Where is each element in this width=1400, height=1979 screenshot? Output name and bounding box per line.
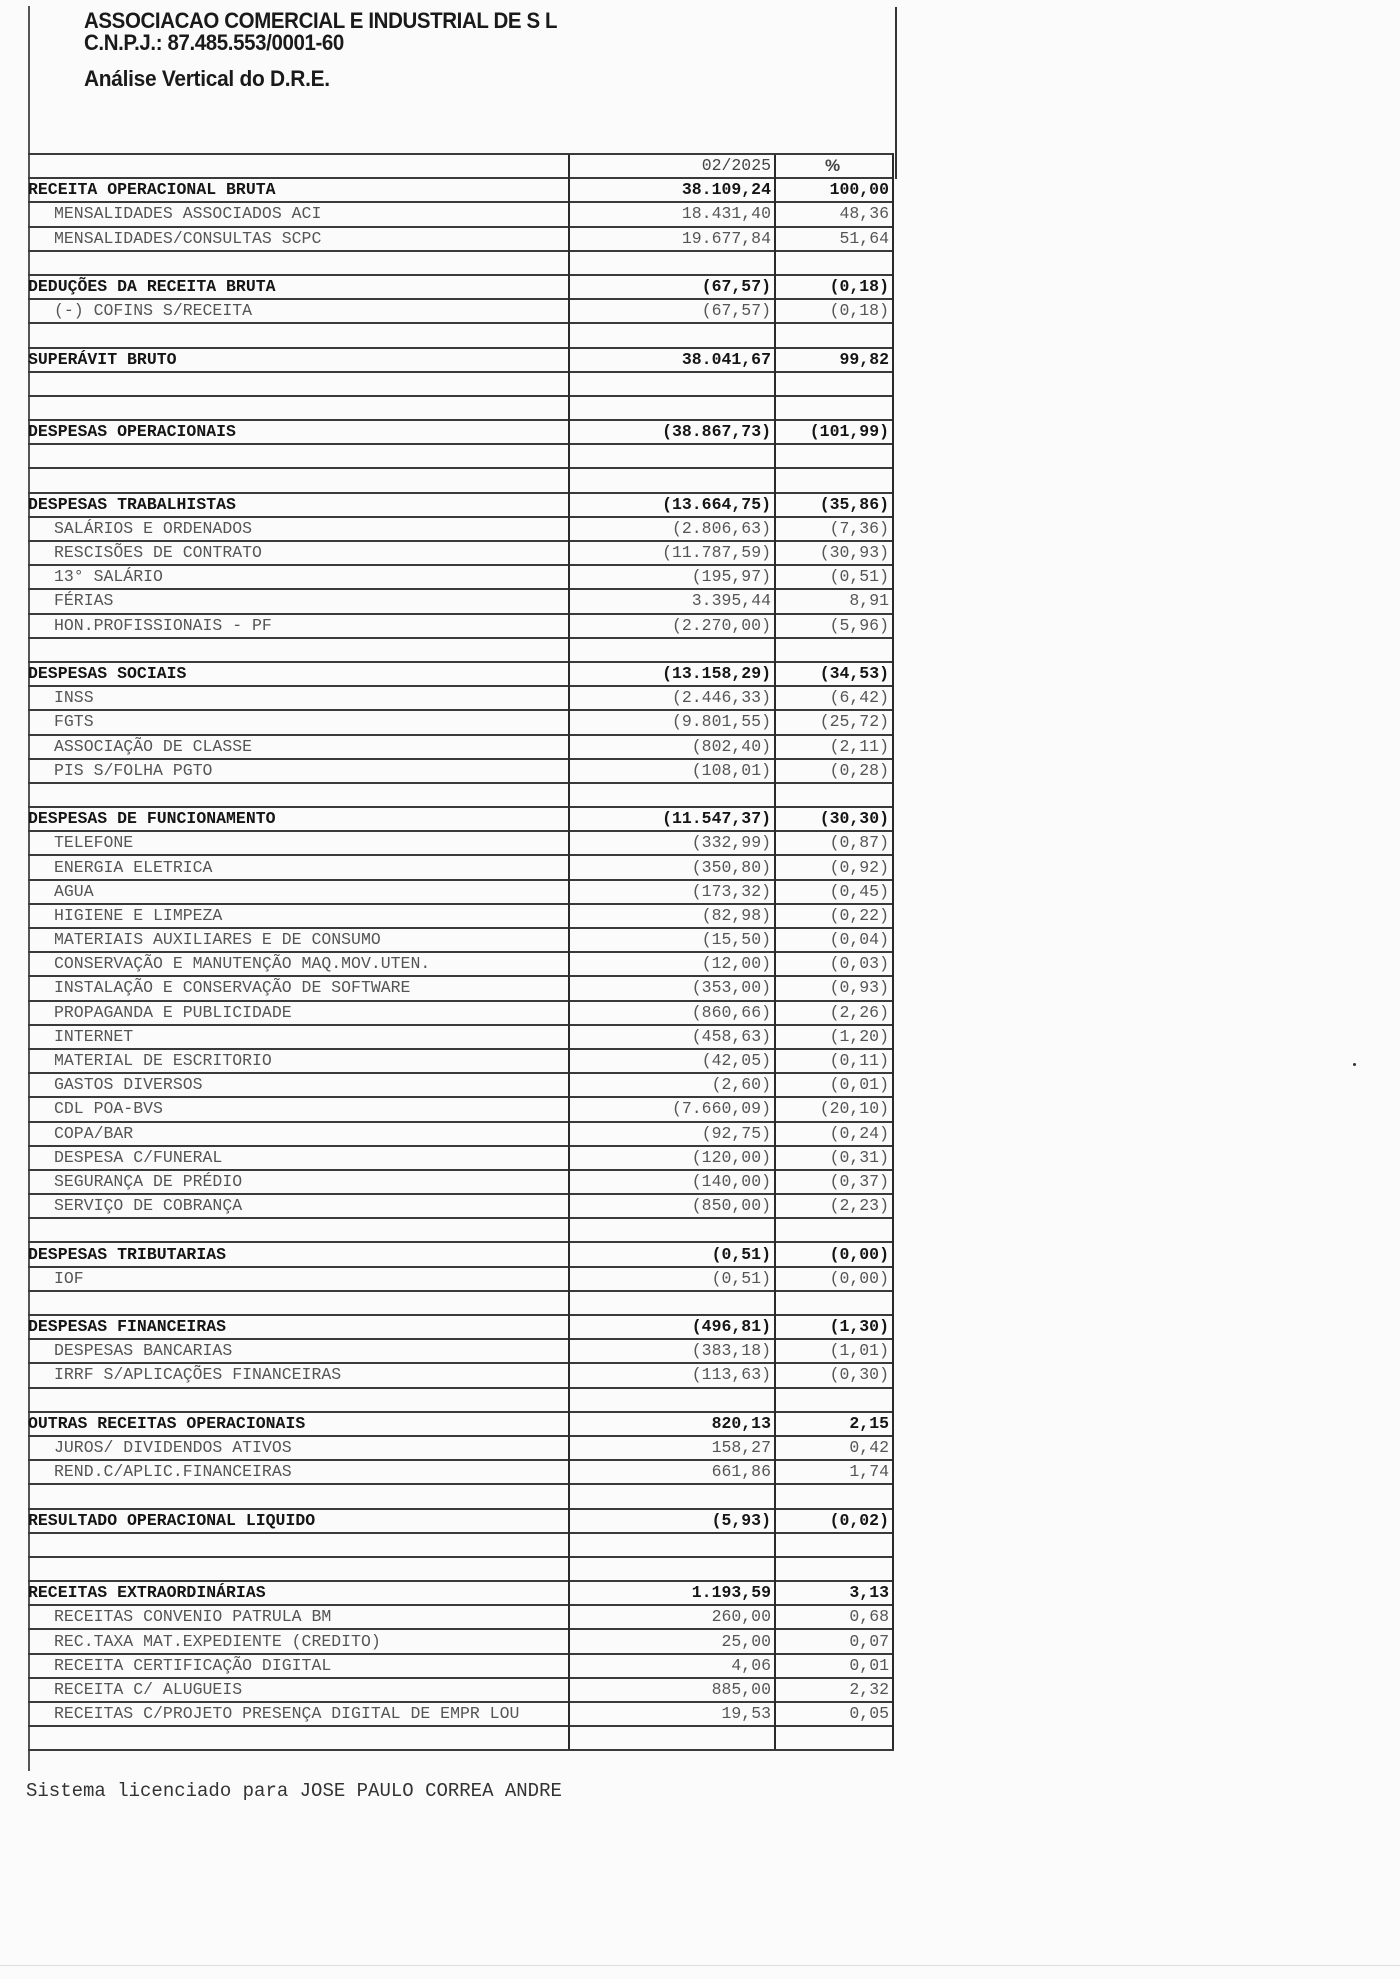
row-value: 3.395,44 [569, 589, 775, 613]
scan-edge-line [0, 1965, 1400, 1966]
table-row [28, 952, 893, 976]
row-label: SALÁRIOS E ORDENADOS [28, 517, 569, 541]
row-percent: (0,24) [775, 1122, 893, 1146]
row-percent: (30,30) [775, 807, 893, 831]
document-header [84, 10, 593, 90]
table-row [28, 1339, 893, 1363]
row-percent [775, 468, 893, 492]
company-cnpj: C.N.P.J.: 87.485.553/0001-60 [84, 30, 344, 55]
row-label [28, 372, 569, 396]
table-row [28, 1001, 893, 1025]
row-label: TELEFONE [28, 831, 569, 855]
row-label: 13° SALÁRIO [28, 565, 569, 589]
row-label: PIS S/FOLHA PGTO [28, 759, 569, 783]
table-row [28, 202, 893, 226]
row-label: DESPESAS OPERACIONAIS [28, 420, 569, 444]
report-title: Análise Vertical do D.R.E. [84, 66, 330, 91]
row-percent: (0,04) [775, 928, 893, 952]
row-percent: 51,64 [775, 227, 893, 251]
row-percent: (0,45) [775, 880, 893, 904]
row-value: (120,00) [569, 1146, 775, 1170]
table-row [28, 1097, 893, 1121]
table-blank-row [28, 1291, 893, 1315]
row-percent: (7,36) [775, 517, 893, 541]
row-label: AGUA [28, 880, 569, 904]
column-header-period: 02/2025 [569, 154, 775, 178]
row-label: CONSERVAÇÃO E MANUTENÇÃO MAQ.MOV.UTEN. [28, 952, 569, 976]
row-percent: (0,28) [775, 759, 893, 783]
row-percent: 100,00 [775, 178, 893, 202]
table-row [28, 831, 893, 855]
company-name: ASSOCIACAO COMERCIAL E INDUSTRIAL DE S L [84, 8, 558, 33]
table-blank-row [28, 323, 893, 347]
row-label: DESPESAS TRIBUTARIAS [28, 1242, 569, 1266]
row-percent [775, 1218, 893, 1242]
row-value: (13.664,75) [569, 493, 775, 517]
row-value: (12,00) [569, 952, 775, 976]
row-percent: (0,31) [775, 1146, 893, 1170]
table-group-row [28, 493, 893, 517]
table-blank-row [28, 468, 893, 492]
row-value: 18.431,40 [569, 202, 775, 226]
row-percent: (0,30) [775, 1363, 893, 1387]
row-value: (2.806,63) [569, 517, 775, 541]
table-row [28, 1702, 893, 1726]
table-row [28, 735, 893, 759]
row-label [28, 638, 569, 662]
row-label: SEGURANÇA DE PRÉDIO [28, 1170, 569, 1194]
row-label: (-) COFINS S/RECEITA [28, 299, 569, 323]
table-row [28, 1678, 893, 1702]
row-value: (850,00) [569, 1194, 775, 1218]
row-label: REC.TAXA MAT.EXPEDIENTE (CREDITO) [28, 1629, 569, 1653]
row-label: RECEITAS CONVENIO PATRULA BM [28, 1605, 569, 1629]
row-percent: (0,03) [775, 952, 893, 976]
row-value: (195,97) [569, 565, 775, 589]
row-label: DESPESAS BANCARIAS [28, 1339, 569, 1363]
row-percent [775, 1533, 893, 1557]
row-percent: (0,87) [775, 831, 893, 855]
row-percent [775, 444, 893, 468]
row-percent [775, 1484, 893, 1508]
table-row [28, 710, 893, 734]
row-label [28, 1388, 569, 1412]
row-percent: (2,26) [775, 1001, 893, 1025]
row-value: 820,13 [569, 1412, 775, 1436]
row-value: (108,01) [569, 759, 775, 783]
row-value [569, 1726, 775, 1750]
row-percent [775, 396, 893, 420]
row-value [569, 1484, 775, 1508]
table-blank-row [28, 1533, 893, 1557]
row-percent [775, 1291, 893, 1315]
row-percent: 48,36 [775, 202, 893, 226]
row-label: DESPESAS SOCIAIS [28, 662, 569, 686]
row-percent: (35,86) [775, 493, 893, 517]
table-row [28, 1605, 893, 1629]
scan-speck [1353, 1063, 1356, 1066]
row-value: (332,99) [569, 831, 775, 855]
table-blank-row [28, 783, 893, 807]
table-row [28, 1460, 893, 1484]
table-group-row [28, 348, 893, 372]
table-blank-row [28, 372, 893, 396]
row-label: RECEITA CERTIFICAÇÃO DIGITAL [28, 1654, 569, 1678]
row-label: SERVIÇO DE COBRANÇA [28, 1194, 569, 1218]
row-percent: (1,20) [775, 1025, 893, 1049]
table-blank-row [28, 1726, 893, 1750]
table-blank-row [28, 638, 893, 662]
table-row [28, 589, 893, 613]
row-label: REND.C/APLIC.FINANCEIRAS [28, 1460, 569, 1484]
row-percent [775, 251, 893, 275]
row-percent: (2,23) [775, 1194, 893, 1218]
row-label [28, 1557, 569, 1581]
row-label [28, 1533, 569, 1557]
table-row [28, 928, 893, 952]
row-value: 885,00 [569, 1678, 775, 1702]
row-percent: 3,13 [775, 1581, 893, 1605]
row-label: RECEITA OPERACIONAL BRUTA [28, 178, 569, 202]
row-label [28, 1726, 569, 1750]
table-row [28, 1122, 893, 1146]
row-label: FÉRIAS [28, 589, 569, 613]
table-row [28, 227, 893, 251]
row-percent: 2,15 [775, 1412, 893, 1436]
row-label: OUTRAS RECEITAS OPERACIONAIS [28, 1412, 569, 1436]
row-value: (38.867,73) [569, 420, 775, 444]
row-percent: (0,00) [775, 1242, 893, 1266]
row-label: DEDUÇÕES DA RECEITA BRUTA [28, 275, 569, 299]
row-value: 4,06 [569, 1654, 775, 1678]
row-label [28, 444, 569, 468]
row-value: (0,51) [569, 1242, 775, 1266]
row-label: DESPESAS FINANCEIRAS [28, 1315, 569, 1339]
row-value [569, 1291, 775, 1315]
table-row [28, 541, 893, 565]
table-group-row [28, 1509, 893, 1533]
table-row [28, 1170, 893, 1194]
row-percent: 99,82 [775, 348, 893, 372]
row-value: (11.787,59) [569, 541, 775, 565]
row-percent: 2,32 [775, 1678, 893, 1702]
row-label [28, 251, 569, 275]
row-value: 38.041,67 [569, 348, 775, 372]
row-label: MENSALIDADES ASSOCIADOS ACI [28, 202, 569, 226]
row-label: CDL POA-BVS [28, 1097, 569, 1121]
row-label: MENSALIDADES/CONSULTAS SCPC [28, 227, 569, 251]
table-blank-row [28, 444, 893, 468]
row-value: (140,00) [569, 1170, 775, 1194]
table-blank-row [28, 251, 893, 275]
row-value [569, 1388, 775, 1412]
row-value [569, 468, 775, 492]
row-percent: (0,00) [775, 1267, 893, 1291]
row-percent: (30,93) [775, 541, 893, 565]
row-percent [775, 1557, 893, 1581]
row-label: RECEITAS C/PROJETO PRESENÇA DIGITAL DE EMPR LOU [28, 1702, 569, 1726]
row-percent: (34,53) [775, 662, 893, 686]
table-blank-row [28, 1218, 893, 1242]
table-blank-row [28, 1557, 893, 1581]
row-value [569, 396, 775, 420]
table-row [28, 565, 893, 589]
table-row [28, 1025, 893, 1049]
row-label: HON.PROFISSIONAIS - PF [28, 614, 569, 638]
table-row [28, 1073, 893, 1097]
row-percent: (20,10) [775, 1097, 893, 1121]
table-group-row [28, 1412, 893, 1436]
row-value [569, 783, 775, 807]
row-value [569, 1533, 775, 1557]
table-blank-row [28, 396, 893, 420]
row-value [569, 323, 775, 347]
row-label [28, 323, 569, 347]
table-row [28, 517, 893, 541]
table-group-row [28, 420, 893, 444]
row-label: DESPESAS TRABALHISTAS [28, 493, 569, 517]
table-row [28, 1436, 893, 1460]
table-group-row [28, 1581, 893, 1605]
table-row [28, 1146, 893, 1170]
row-label [28, 1484, 569, 1508]
row-percent: 1,74 [775, 1460, 893, 1484]
row-value: (11.547,37) [569, 807, 775, 831]
row-value [569, 444, 775, 468]
row-label: ASSOCIAÇÃO DE CLASSE [28, 735, 569, 759]
row-value: (82,98) [569, 904, 775, 928]
row-percent: (0,93) [775, 976, 893, 1000]
row-label: MATERIAL DE ESCRITORIO [28, 1049, 569, 1073]
row-value: (350,80) [569, 855, 775, 879]
row-value: (5,93) [569, 1509, 775, 1533]
row-label: MATERIAIS AUXILIARES E DE CONSUMO [28, 928, 569, 952]
table-blank-row [28, 1484, 893, 1508]
row-label: INSS [28, 686, 569, 710]
row-percent: 0,05 [775, 1702, 893, 1726]
row-value: 19,53 [569, 1702, 775, 1726]
row-value: (860,66) [569, 1001, 775, 1025]
table-group-row [28, 807, 893, 831]
row-label: IOF [28, 1267, 569, 1291]
row-value: (383,18) [569, 1339, 775, 1363]
row-percent: (101,99) [775, 420, 893, 444]
row-percent: 0,07 [775, 1629, 893, 1653]
row-value: (2,60) [569, 1073, 775, 1097]
row-value: (113,63) [569, 1363, 775, 1387]
table-row [28, 1049, 893, 1073]
row-value: 38.109,24 [569, 178, 775, 202]
row-label: PROPAGANDA E PUBLICIDADE [28, 1001, 569, 1025]
row-percent: (1,30) [775, 1315, 893, 1339]
row-percent [775, 1726, 893, 1750]
row-percent: (25,72) [775, 710, 893, 734]
row-label: RESCISÕES DE CONTRATO [28, 541, 569, 565]
row-value [569, 638, 775, 662]
table-row [28, 1654, 893, 1678]
row-label: DESPESA C/FUNERAL [28, 1146, 569, 1170]
row-label: FGTS [28, 710, 569, 734]
row-label [28, 783, 569, 807]
table-group-row [28, 1315, 893, 1339]
row-percent [775, 783, 893, 807]
row-label: RESULTADO OPERACIONAL LIQUIDO [28, 1509, 569, 1533]
row-label: JUROS/ DIVIDENDOS ATIVOS [28, 1436, 569, 1460]
row-value: 260,00 [569, 1605, 775, 1629]
table-header-row [28, 154, 893, 178]
row-label: INSTALAÇÃO E CONSERVAÇÃO DE SOFTWARE [28, 976, 569, 1000]
row-value [569, 372, 775, 396]
row-percent [775, 638, 893, 662]
row-value: (13.158,29) [569, 662, 775, 686]
row-percent: (0,37) [775, 1170, 893, 1194]
row-value [569, 1218, 775, 1242]
table-row [28, 1629, 893, 1653]
table-row [28, 904, 893, 928]
table-row [28, 1194, 893, 1218]
row-percent: (2,11) [775, 735, 893, 759]
row-label: RECEITA C/ ALUGUEIS [28, 1678, 569, 1702]
row-percent: (0,02) [775, 1509, 893, 1533]
row-percent: 8,91 [775, 589, 893, 613]
table-row [28, 759, 893, 783]
row-label: HIGIENE E LIMPEZA [28, 904, 569, 928]
row-value [569, 1557, 775, 1581]
row-percent: (0,18) [775, 299, 893, 323]
row-value: (496,81) [569, 1315, 775, 1339]
table-row [28, 1363, 893, 1387]
row-value: (2.446,33) [569, 686, 775, 710]
row-value: (173,32) [569, 880, 775, 904]
row-value: (2.270,00) [569, 614, 775, 638]
table-group-row [28, 178, 893, 202]
table-blank-row [28, 1388, 893, 1412]
column-header-description [28, 154, 569, 178]
row-label: RECEITAS EXTRAORDINÁRIAS [28, 1581, 569, 1605]
row-value: (67,57) [569, 275, 775, 299]
row-percent: (1,01) [775, 1339, 893, 1363]
license-footer: Sistema licenciado para JOSE PAULO CORREA ANDRE [26, 1780, 562, 1802]
row-value: (42,05) [569, 1049, 775, 1073]
header-right-border [895, 7, 897, 179]
row-percent: (0,92) [775, 855, 893, 879]
row-value: (9.801,55) [569, 710, 775, 734]
row-value: (15,50) [569, 928, 775, 952]
row-label: INTERNET [28, 1025, 569, 1049]
row-label: DESPESAS DE FUNCIONAMENTO [28, 807, 569, 831]
row-percent: (0,18) [775, 275, 893, 299]
row-label: SUPERÁVIT BRUTO [28, 348, 569, 372]
row-percent: (0,51) [775, 565, 893, 589]
dre-vertical-analysis-table [28, 153, 894, 1751]
row-label [28, 468, 569, 492]
row-value: 25,00 [569, 1629, 775, 1653]
row-percent [775, 372, 893, 396]
row-label: COPA/BAR [28, 1122, 569, 1146]
row-percent: 0,42 [775, 1436, 893, 1460]
table-group-row [28, 1242, 893, 1266]
column-header-percent: % [775, 154, 893, 178]
row-value: 158,27 [569, 1436, 775, 1460]
row-label: ENERGIA ELETRICA [28, 855, 569, 879]
table-row [28, 299, 893, 323]
row-value: (353,00) [569, 976, 775, 1000]
table-row [28, 855, 893, 879]
table-group-row [28, 275, 893, 299]
row-percent [775, 323, 893, 347]
table-row [28, 614, 893, 638]
row-percent: (0,22) [775, 904, 893, 928]
row-percent: (5,96) [775, 614, 893, 638]
row-value: (458,63) [569, 1025, 775, 1049]
row-label: GASTOS DIVERSOS [28, 1073, 569, 1097]
table-row [28, 686, 893, 710]
row-value: 1.193,59 [569, 1581, 775, 1605]
row-percent [775, 1388, 893, 1412]
row-value: (67,57) [569, 299, 775, 323]
row-value: (7.660,09) [569, 1097, 775, 1121]
row-value: 661,86 [569, 1460, 775, 1484]
row-label: IRRF S/APLICAÇÕES FINANCEIRAS [28, 1363, 569, 1387]
row-percent: 0,01 [775, 1654, 893, 1678]
row-value: (92,75) [569, 1122, 775, 1146]
row-percent: (6,42) [775, 686, 893, 710]
row-percent: (0,11) [775, 1049, 893, 1073]
table-row [28, 1267, 893, 1291]
row-value [569, 251, 775, 275]
row-label [28, 396, 569, 420]
table-row [28, 976, 893, 1000]
row-value: 19.677,84 [569, 227, 775, 251]
table-group-row [28, 662, 893, 686]
row-value: (0,51) [569, 1267, 775, 1291]
table-row [28, 880, 893, 904]
row-percent: (0,01) [775, 1073, 893, 1097]
row-label [28, 1218, 569, 1242]
row-value: (802,40) [569, 735, 775, 759]
row-percent: 0,68 [775, 1605, 893, 1629]
row-label [28, 1291, 569, 1315]
